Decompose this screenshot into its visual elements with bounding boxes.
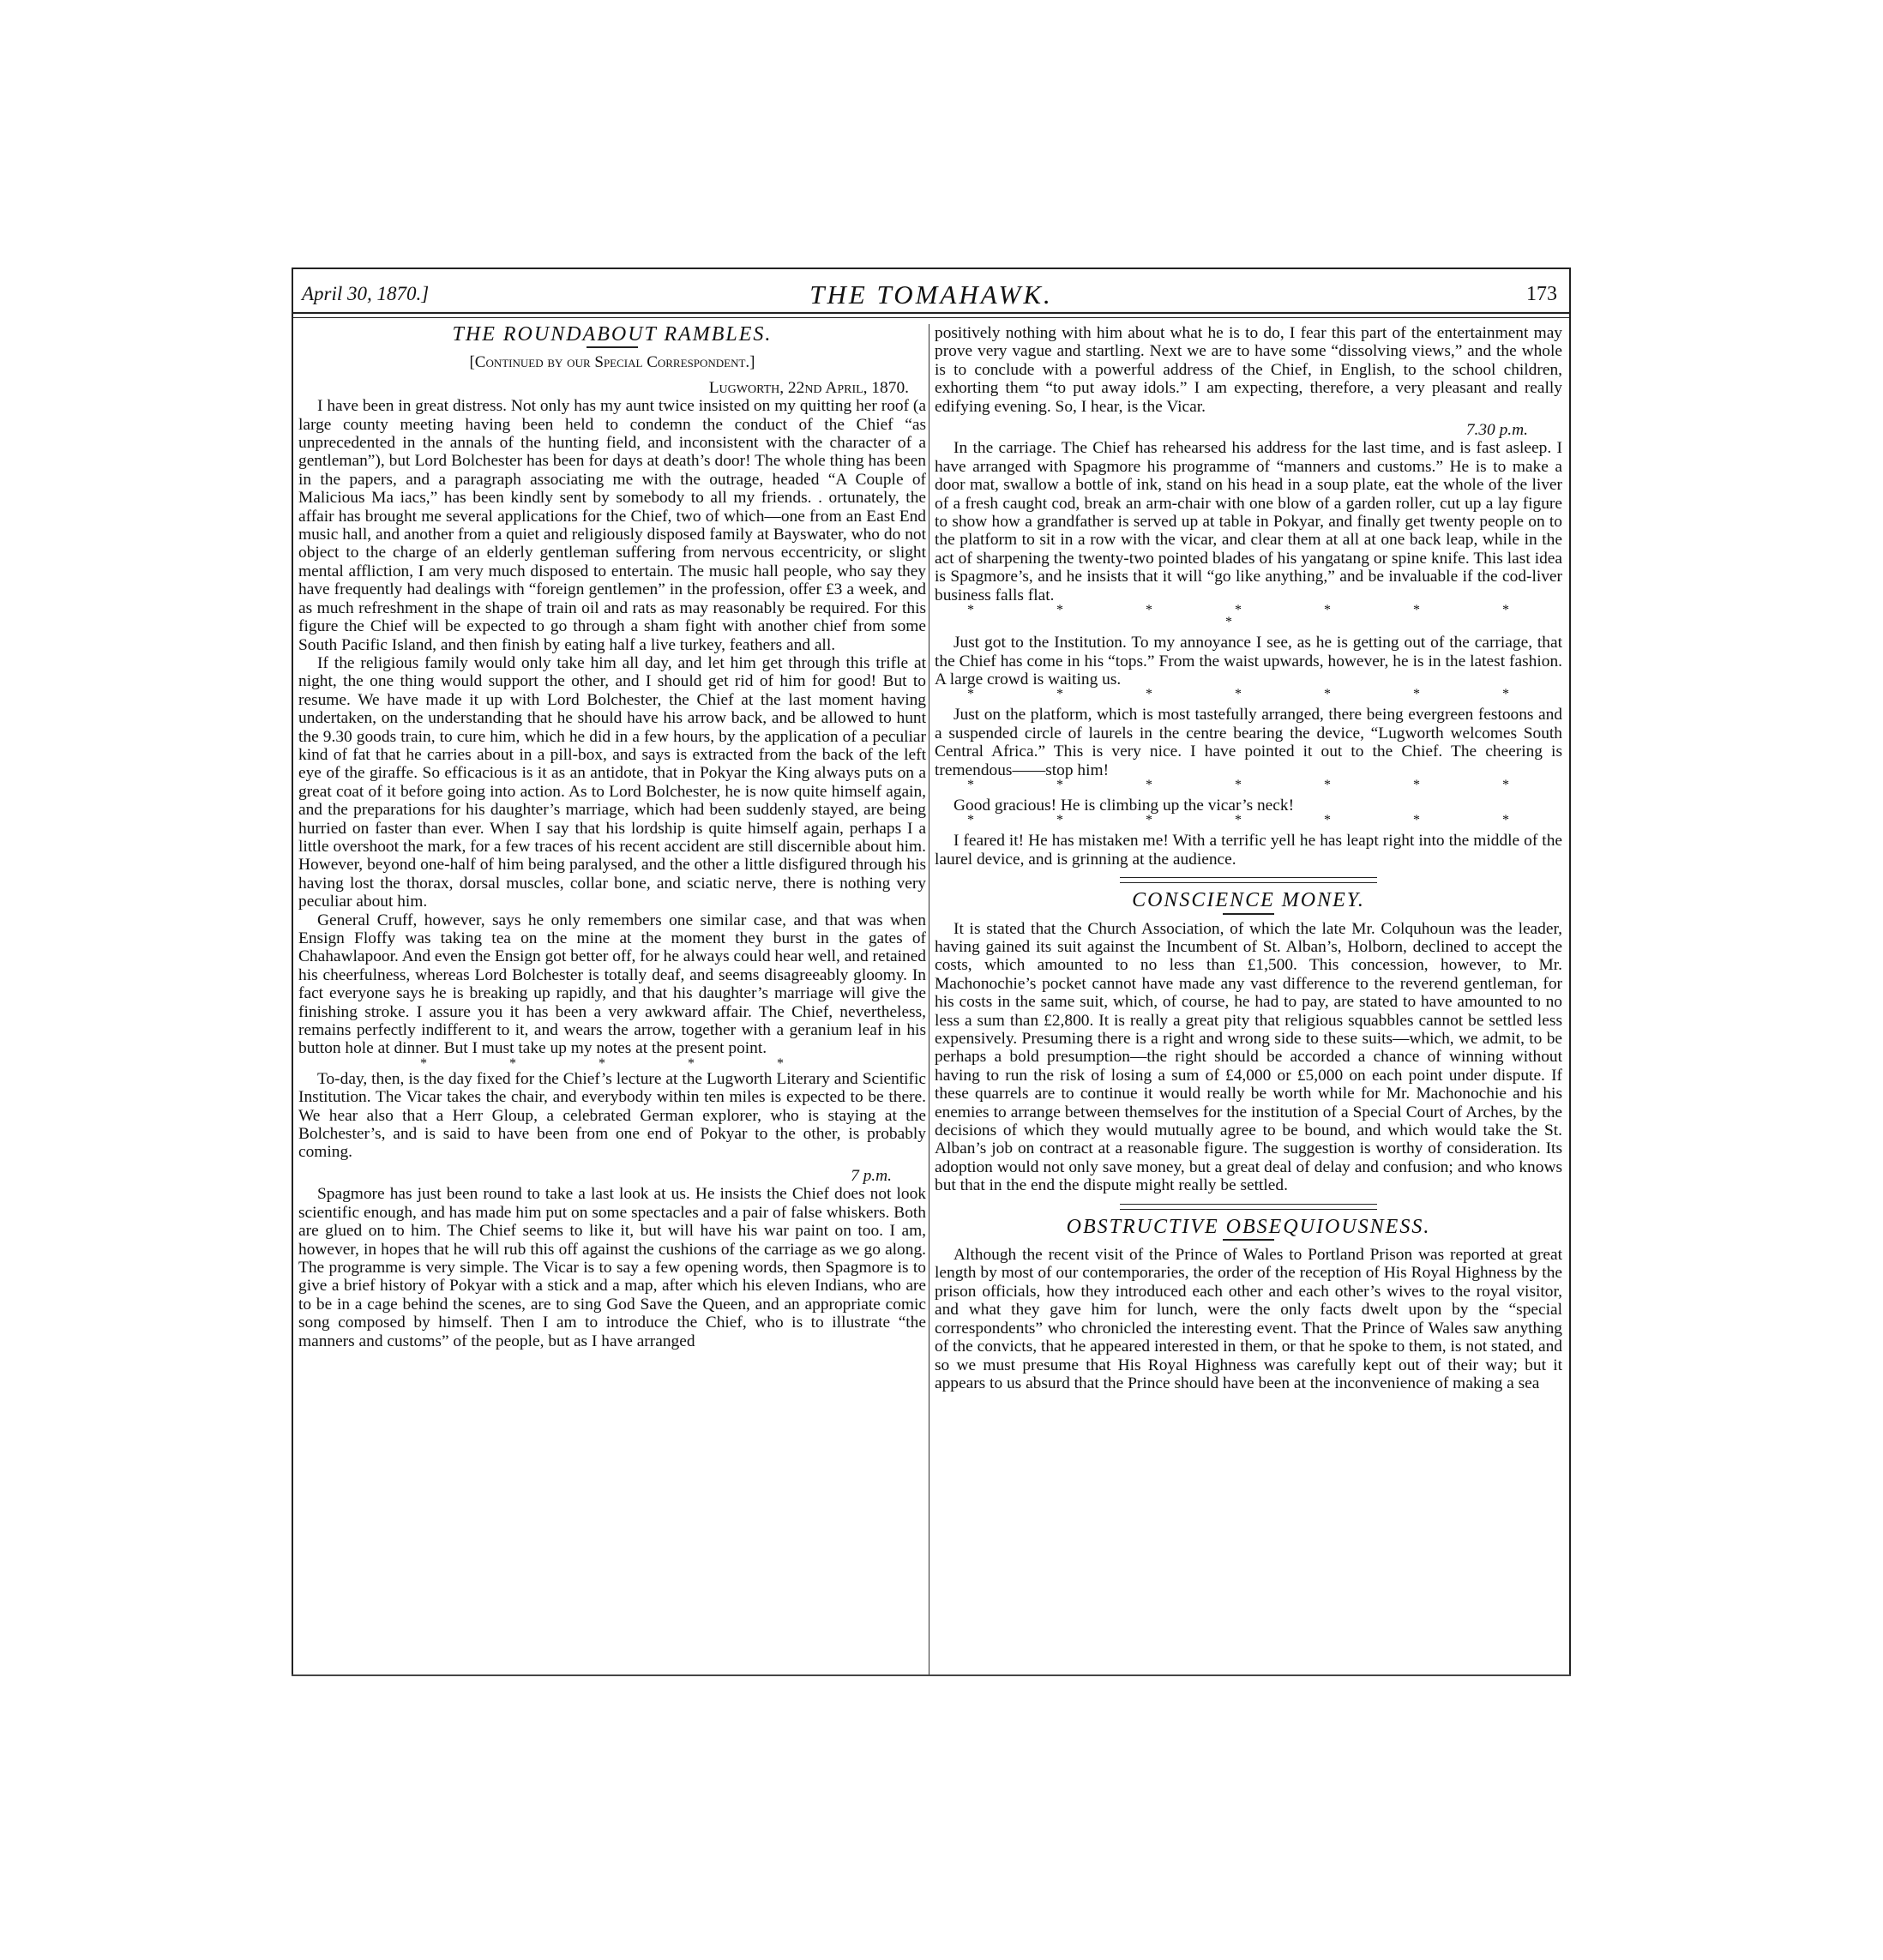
article-title-obstructive: OBSTRUCTIVE OBSEQUIOUSNESS.	[1066, 1215, 1431, 1238]
paragraph: Just got to the Institution. To my annoyance I see, as he is getting out of the carriage, that the Chief has come in his “tops.” From the waist upwards, however, he is in the latest fashion. A large crowd is waiting us.	[935, 634, 1562, 688]
paragraph: Good gracious! He is climbing up the vicar’s neck!	[954, 796, 1295, 815]
section-break-stars: * * * * * * *	[967, 687, 1549, 702]
paragraph: I feared it! He has mistaken me! With a terrific yell he has leapt right into the middle of the laurel device, and is grinning at the audience.	[935, 832, 1562, 869]
section-break-stars: * * * * * * *	[967, 813, 1549, 828]
article-title-conscience-money: CONSCIENCE MONEY.	[1132, 889, 1365, 912]
title-rule	[1223, 1239, 1274, 1241]
paragraph: General Cruff, however, says he only remembers one similar case, and that was when Ensign Floffy was taking tea on the mine at the moment they burst in the gates of Chahawlapoor. And even the Ensign got better off, for he always could hear well, and retained his cheerfulness, whereas Lord Bolchester is totally deaf, and seems disagreeably gloomy. In fact everyone says he is breaking up rapidly, and that his daughter’s marriage will give the finishing stroke. I assure you it has been a very awkward affair. The Chief, nevertheless, remains perfectly indifferent to it, and wears the arrow, together with a geranium leaf in his button hole at dinner. But I must take up my notes at the present point.	[298, 911, 926, 1058]
paragraph: It is stated that the Church Association, of which the late Mr. Colquhoun was the leader, having gained its suit against the Incumbent of St. Alban’s, Holborn, declined to accept the costs, which amounted to no less than £1,500. This concession, however, to Mr. Machonochie’s pocket cannot have made any vast difference to the reverend gentleman, for his costs in the same suit, which, of course, he had to pay, are stated to have amounted to no less a sum than £2,800. It is really a great pity that religious squabbles cannot be settled less expensively. Presuming there is a right and wrong side to these suits—which, we admit, to be perhaps a bold presumption—the right should be accorded a chance of winning without having to run the risk of losing a sum of £4,000 or £5,000 on each point under dispute. If these quarrels are to continue it would really be worth while for Mr. Machonochie and his enemies to arrange between themselves for the institution of a Special Court of Arches, by the decisions of which they would mutually agree to be bound, and which would take the St. Alban’s job on contract at a reasonable figure. The suggestion is worthy of consideration. Its adoption would not only save money, but a great deal of delay and confusion; and who knows but that in the end the dispute might really be settled.	[935, 919, 1562, 1195]
paragraph-continued: positively nothing with him about what he is to do, I fear this part of the entertainment may prove very vague and startling. Next we are to have some “dissolving views,” and the whole is to conclude with a powerful address of the Chief, in English, to the school children, exhorting them “to put away idols.” I am expecting, therefore, a very pleasant and really edifying evening. So, I hear, is the Vicar.	[935, 324, 1562, 416]
paragraph: I have been in great distress. Not only has my aunt twice insisted on my quitting her roof (a large county meeting having been held to condemn the conduct of the Chief “as unprecedented in the annals of the hunting field, and inconsistent with the character of a gentleman”), but Lord Bolchester has been for days at death’s door! The whole thing has been in the papers, and a paragraph associating me with the outrage, headed “A Couple of Malicious Ma iacs,” has been kindly sent by somebody to all my friends. . ortunately, the affair has brought me several applications for the Chief, two of which—one from an East End music hall, and another from a quiet and religiously disposed family at Bayswater, who do not object to the charge of an elderly gentleman suffering from nervous eccentricity, or slight mental affliction, I am very much disposed to entertain. The music hall people, who say they have frequently had dealings with “foreign gentlemen” in the profession, offer £3 a week, and as much refreshment in the shape of train oil and rats as may reasonably be required. For this figure the Chief will be expected to go through a sham fight with another chief from some South Pacific Island, and then finish by eating half a live turkey, feathers and all.	[298, 397, 926, 654]
article-title-roundabout: THE ROUNDABOUT RAMBLES.	[452, 323, 773, 346]
page-header	[293, 276, 1569, 314]
title-rule	[587, 346, 638, 348]
paragraph: Although the recent visit of the Prince of Wales to Portland Prison was reported at great length by most of our contemporaries, the order of the reception of His Royal Highness by the prison officials, how they introduced each other and each other’s wives to the royal visitor, and what they gave him for lunch, were the only facts dwelt upon by the “special correspondents” who chronicled the interesting event. That the Prince of Wales saw anything of the convicts, that he appeared interested in them, or that he spoke to them, is not stated, and so we must presume that His Royal Highness was carefully kept out of their way; but it appears to us absurd that the Prince should have been at the inconvenience of making a sea	[935, 1246, 1562, 1392]
paragraph: If the religious family would only take him all day, and let him get through this trifle at night, the one thing would support the other, and I should get rid of him for good! But to resume. We have made it up with Lord Bolchester, the Chief at the last moment having undertaken, on the understanding that he should have his arrow back, and be allowed to hunt the 9.30 goods train, to cure him, which he did in a few hours, by the application of a peculiar kind of fat that he carries about in a pill-box, and says is extracted from the back of the left eye of the giraffe. So efficacious is it as an antidote, that in Pokyar the King always puts on a great coat of it before going into action. As to Lord Bolchester, he is now quite himself again, and the preparations for his daughter’s marriage, which had been suddenly stayed, are being hurried on faster than ever. When I say that his lordship is quite himself again, perhaps I a little overshoot the mark, for a few traces of his recent accident are still discernible about him. However, beyond one-half of him being paralysed, and the other a little disfigured through his having lost the thorax, dorsal muscles, collar bone, and sciatic nerve, there is nothing very peculiar about him.	[298, 653, 926, 911]
issue-date: April 30, 1870.]	[302, 283, 430, 304]
page-number: 173	[1526, 283, 1557, 305]
section-break-stars: * * * * * * *	[967, 777, 1549, 792]
section-break-stars: * * * * * * * *	[967, 603, 1549, 630]
bottom-rule	[292, 1674, 1571, 1676]
title-rule	[1223, 913, 1274, 915]
article-separator	[1120, 1204, 1377, 1210]
time-marker: 7 p.m.	[851, 1166, 892, 1185]
paragraph: To-day, then, is the day fixed for the Chief’s lecture at the Lugworth Literary and Scientific Institution. The Vicar takes the chair, and everybody within ten miles is expected to be there. We hear also that a Herr Gloup, a celebrated German explorer, who is staying at the Bolchester’s, and is said to have been from one end of Pokyar to the other, is probably coming.	[298, 1069, 926, 1162]
right-column	[935, 324, 1562, 1392]
paragraph: Just on the platform, which is most tastefully arranged, there being evergreen festoons and a suspended circle of laurels in the centre bearing the device, “Lugworth welcomes South Central Africa.” This is very nice. I have pointed it out to the Chief. The cheering is tremendous——stop him!	[935, 706, 1562, 779]
paragraph: Spagmore has just been round to take a last look at us. He insists the Chief does not look scientific enough, and has made him put on some spectacles and a pair of false whiskers. Both are glued on to him. The Chief seems to like it, but will have his war paint on too. I am, however, in hopes that he will rub this off against the cushions of the carriage as we go along. The programme is very simple. The Vicar is to say a few opening words, then Spagmore is to give a brief history of Pokyar with a stick and a map, after which his eleven Indians, who are to be in a cage behind the scenes, are to sing God Save the Queen, and an appropriate comic song composed by himself. Then I am to introduce the Chief, who is to illustrate “the manners and customs” of the people, but as I have arranged	[298, 1185, 926, 1350]
dateline: Lugworth, 22nd April, 1870.	[708, 378, 909, 397]
article-separator	[1120, 877, 1377, 883]
time-marker: 7.30 p.m.	[1465, 421, 1528, 440]
left-column	[298, 324, 926, 1350]
newspaper-page	[292, 268, 1571, 1675]
masthead-title: THE TOMAHAWK.	[809, 280, 1053, 310]
article-subhead: [Continued by our Special Correspondent.]	[469, 353, 755, 372]
section-break-stars: * * * * *	[420, 1055, 823, 1071]
paragraph: In the carriage. The Chief has rehearsed his address for the last time, and is fast asleep. I have arranged with Spagmore his programme of “manners and customs.” He is to make a door mat, swallow a bottle of ink, stand on his head in a soup plate, eat the whole of the liver of a fresh caught cod, break an arm-chair with one blow of a garden roller, cut up a lay figure to show how a grandfather is served up at table in Pokyar, and finally get twenty people on to the platform to sit in a row with the vicar, and clear them at all at one back leap, while in the act of sharpening the twenty-two pointed blades of his yangatang or spine knife. This last idea is Spagmore’s, and he insists that it will “go like anything,” and be invaluable if the cod-liver business falls flat.	[935, 439, 1562, 604]
header-rule	[293, 317, 1569, 318]
